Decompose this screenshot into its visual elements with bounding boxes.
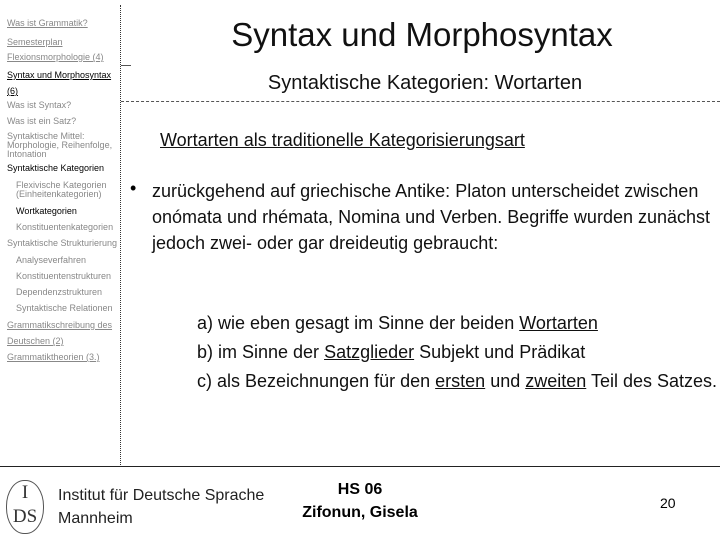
bullet-icon: • — [130, 178, 137, 198]
text: b) im Sinne der — [197, 342, 325, 362]
nav-link[interactable]: Grammatiktheorien (3.) — [7, 352, 100, 362]
nav-link-current[interactable]: Syntax und Morphosyntax — [7, 70, 112, 80]
nav-item-active[interactable]: Wortkategorien — [16, 206, 77, 216]
nav-item[interactable]: Syntaktische Relationen — [16, 303, 113, 313]
page-number: 20 — [660, 495, 676, 511]
nav-link[interactable]: Semesterplan — [7, 37, 63, 47]
nav-item[interactable]: Flexivische Kategorien (Einheitenkategorien) — [16, 180, 107, 199]
nav-link-current[interactable]: (6) — [7, 86, 18, 96]
nav-link[interactable]: Was ist Grammatik? — [7, 18, 88, 28]
nav-link[interactable]: Grammatikschreibung des — [7, 320, 113, 330]
divider — [121, 101, 720, 102]
course-info — [290, 478, 430, 524]
footer-divider — [0, 466, 720, 467]
institute-name — [58, 484, 264, 530]
list-item — [197, 368, 720, 394]
nav-item[interactable]: Was ist ein Satz? — [7, 116, 77, 126]
nav-link[interactable]: Deutschen (2) — [7, 336, 64, 346]
list-item — [197, 339, 585, 365]
nav-item[interactable]: Syntaktische Kategorien — [7, 163, 105, 173]
nav-item[interactable]: Analyseverfahren — [16, 255, 87, 265]
institute: Institut für Deutsche Sprache — [58, 487, 265, 504]
slide-subtitle: Syntaktische Kategorien: Wortarten — [267, 72, 583, 94]
underlined-term: Satzglieder — [324, 342, 415, 362]
underlined-term: ersten — [435, 371, 486, 391]
city: Mannheim — [58, 510, 133, 527]
text: a) wie eben gesagt im Sinne der beiden — [197, 313, 520, 333]
author: Zifonun, Gisela — [302, 504, 418, 521]
nav-item[interactable]: Dependenzstrukturen — [16, 287, 103, 297]
nav-item[interactable]: Syntaktische Strukturierung — [7, 238, 118, 248]
bullet-text: zurückgehend auf griechische Antike: Platon unterscheidet zwischen onómata und rhémata, Nomina und Verben. Begriffe wurden zunächst jedoch zwei- oder gar dreideutig gebraucht: — [152, 181, 711, 253]
text: Subjekt und Prädikat — [414, 342, 586, 362]
underlined-term: Wortarten — [519, 313, 598, 333]
divider — [121, 65, 131, 66]
ids-logo: I DS — [6, 480, 44, 534]
course: HS 06 — [337, 481, 383, 498]
list-item — [197, 310, 598, 336]
text: c) als Bezeichnungen für den — [197, 371, 436, 391]
sidebar-divider — [120, 5, 121, 465]
text: und — [485, 371, 526, 391]
nav-item[interactable]: Konstituentenstrukturen — [16, 271, 112, 281]
nav-item[interactable]: Syntaktische Mittel: Morphologie, Reihenfolge, Intonation — [7, 131, 113, 159]
text: Teil des Satzes. — [586, 371, 718, 391]
slide-title: Syntax und Morphosyntax — [231, 16, 613, 53]
nav-item[interactable]: Konstituentenkategorien — [16, 222, 114, 232]
slide-heading: Wortarten als traditionelle Kategorisierungsart — [160, 130, 525, 150]
underlined-term: zweiten — [525, 371, 587, 391]
nav-link[interactable]: Flexionsmorphologie (4) — [7, 52, 104, 62]
nav-item[interactable]: Was ist Syntax? — [7, 100, 72, 110]
